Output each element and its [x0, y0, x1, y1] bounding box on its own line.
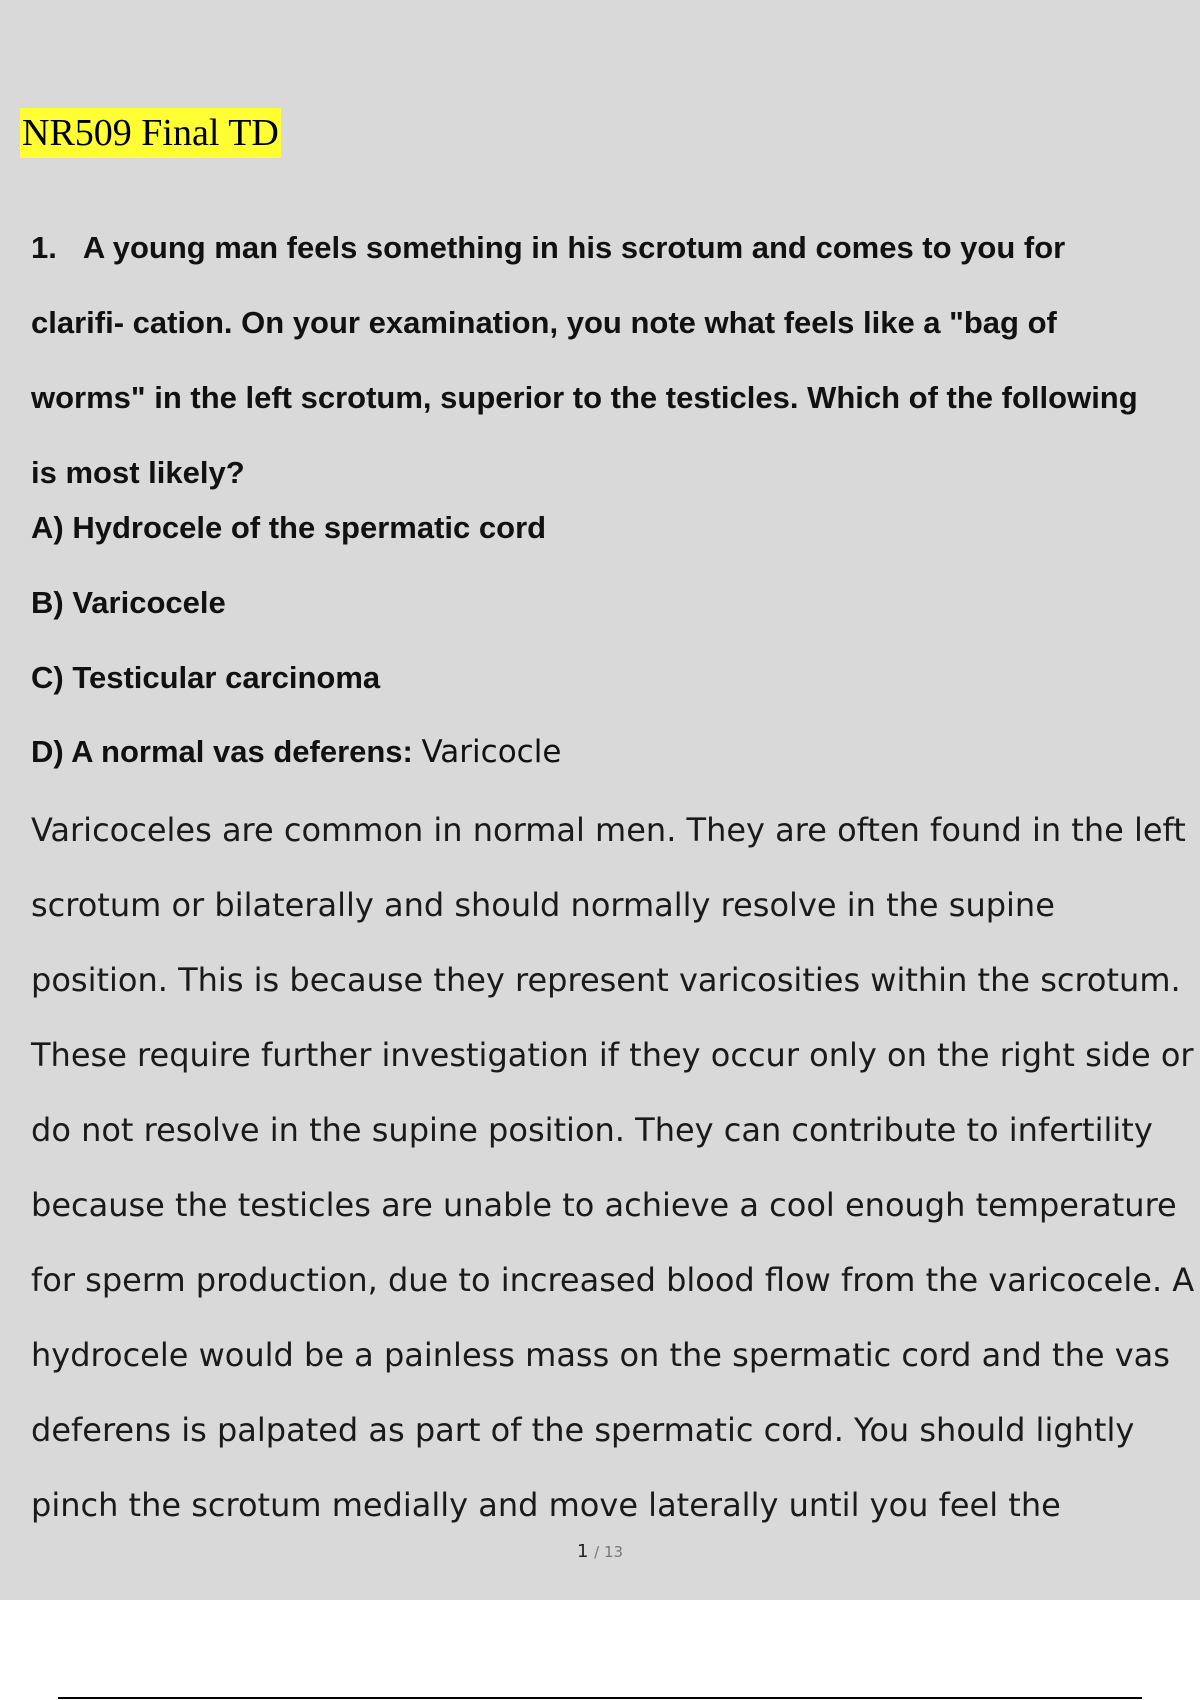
question-line: worms" in the left scrotum, superior to the testicles. Which of the following [31, 380, 1138, 415]
question-line: clarifi- cation. On your examination, you note what feels like a "bag of [31, 305, 1057, 340]
page-number-current: 1 [576, 1541, 589, 1562]
option-b: B) Varicocele [31, 585, 226, 620]
option-d [31, 732, 561, 772]
question-line: is most likely? [31, 455, 245, 490]
option-a: A) Hydrocele of the spermatic cord [31, 510, 547, 545]
explanation-line: These require further investigation if they occur only on the right side or [31, 1036, 1194, 1074]
explanation-line: pinch the scrotum medially and move laterally until you feel the [31, 1486, 1061, 1524]
document-title: NR509 Final TD [20, 108, 281, 158]
answer-text: Varicocle [421, 734, 562, 770]
question-line [31, 210, 1191, 285]
option-d-label: D) A normal vas deferens: [31, 734, 413, 769]
explanation-line: because the testicles are unable to achieve a cool enough temperature [31, 1186, 1177, 1224]
explanation-line: scrotum or bilaterally and should normally resolve in the supine [31, 886, 1055, 924]
explanation-line: position. This is because they represent varicosities within the scrotum. [31, 961, 1181, 999]
explanation-line: hydrocele would be a painless mass on the spermatic cord and the vas [31, 1336, 1170, 1374]
page-number-total: / 13 [594, 1543, 624, 1561]
question-1 [31, 210, 1191, 510]
explanation-line: do not resolve in the supine position. They can contribute to infertility [31, 1111, 1153, 1149]
explanation [31, 805, 1200, 1555]
explanation-line: Varicoceles are common in normal men. They are often found in the left [31, 811, 1186, 849]
explanation-line: for sperm production, due to increased blood flow from the varicocele. A [31, 1261, 1195, 1299]
question-number: 1. [31, 230, 57, 265]
horizontal-rule [58, 1697, 1142, 1699]
explanation-line: deferens is palpated as part of the spermatic cord. You should lightly [31, 1411, 1135, 1449]
option-c: C) Testicular carcinoma [31, 660, 381, 695]
question-text: A young man feels something in his scrotum and comes to you for [82, 230, 1066, 265]
page-counter [0, 1541, 1200, 1562]
